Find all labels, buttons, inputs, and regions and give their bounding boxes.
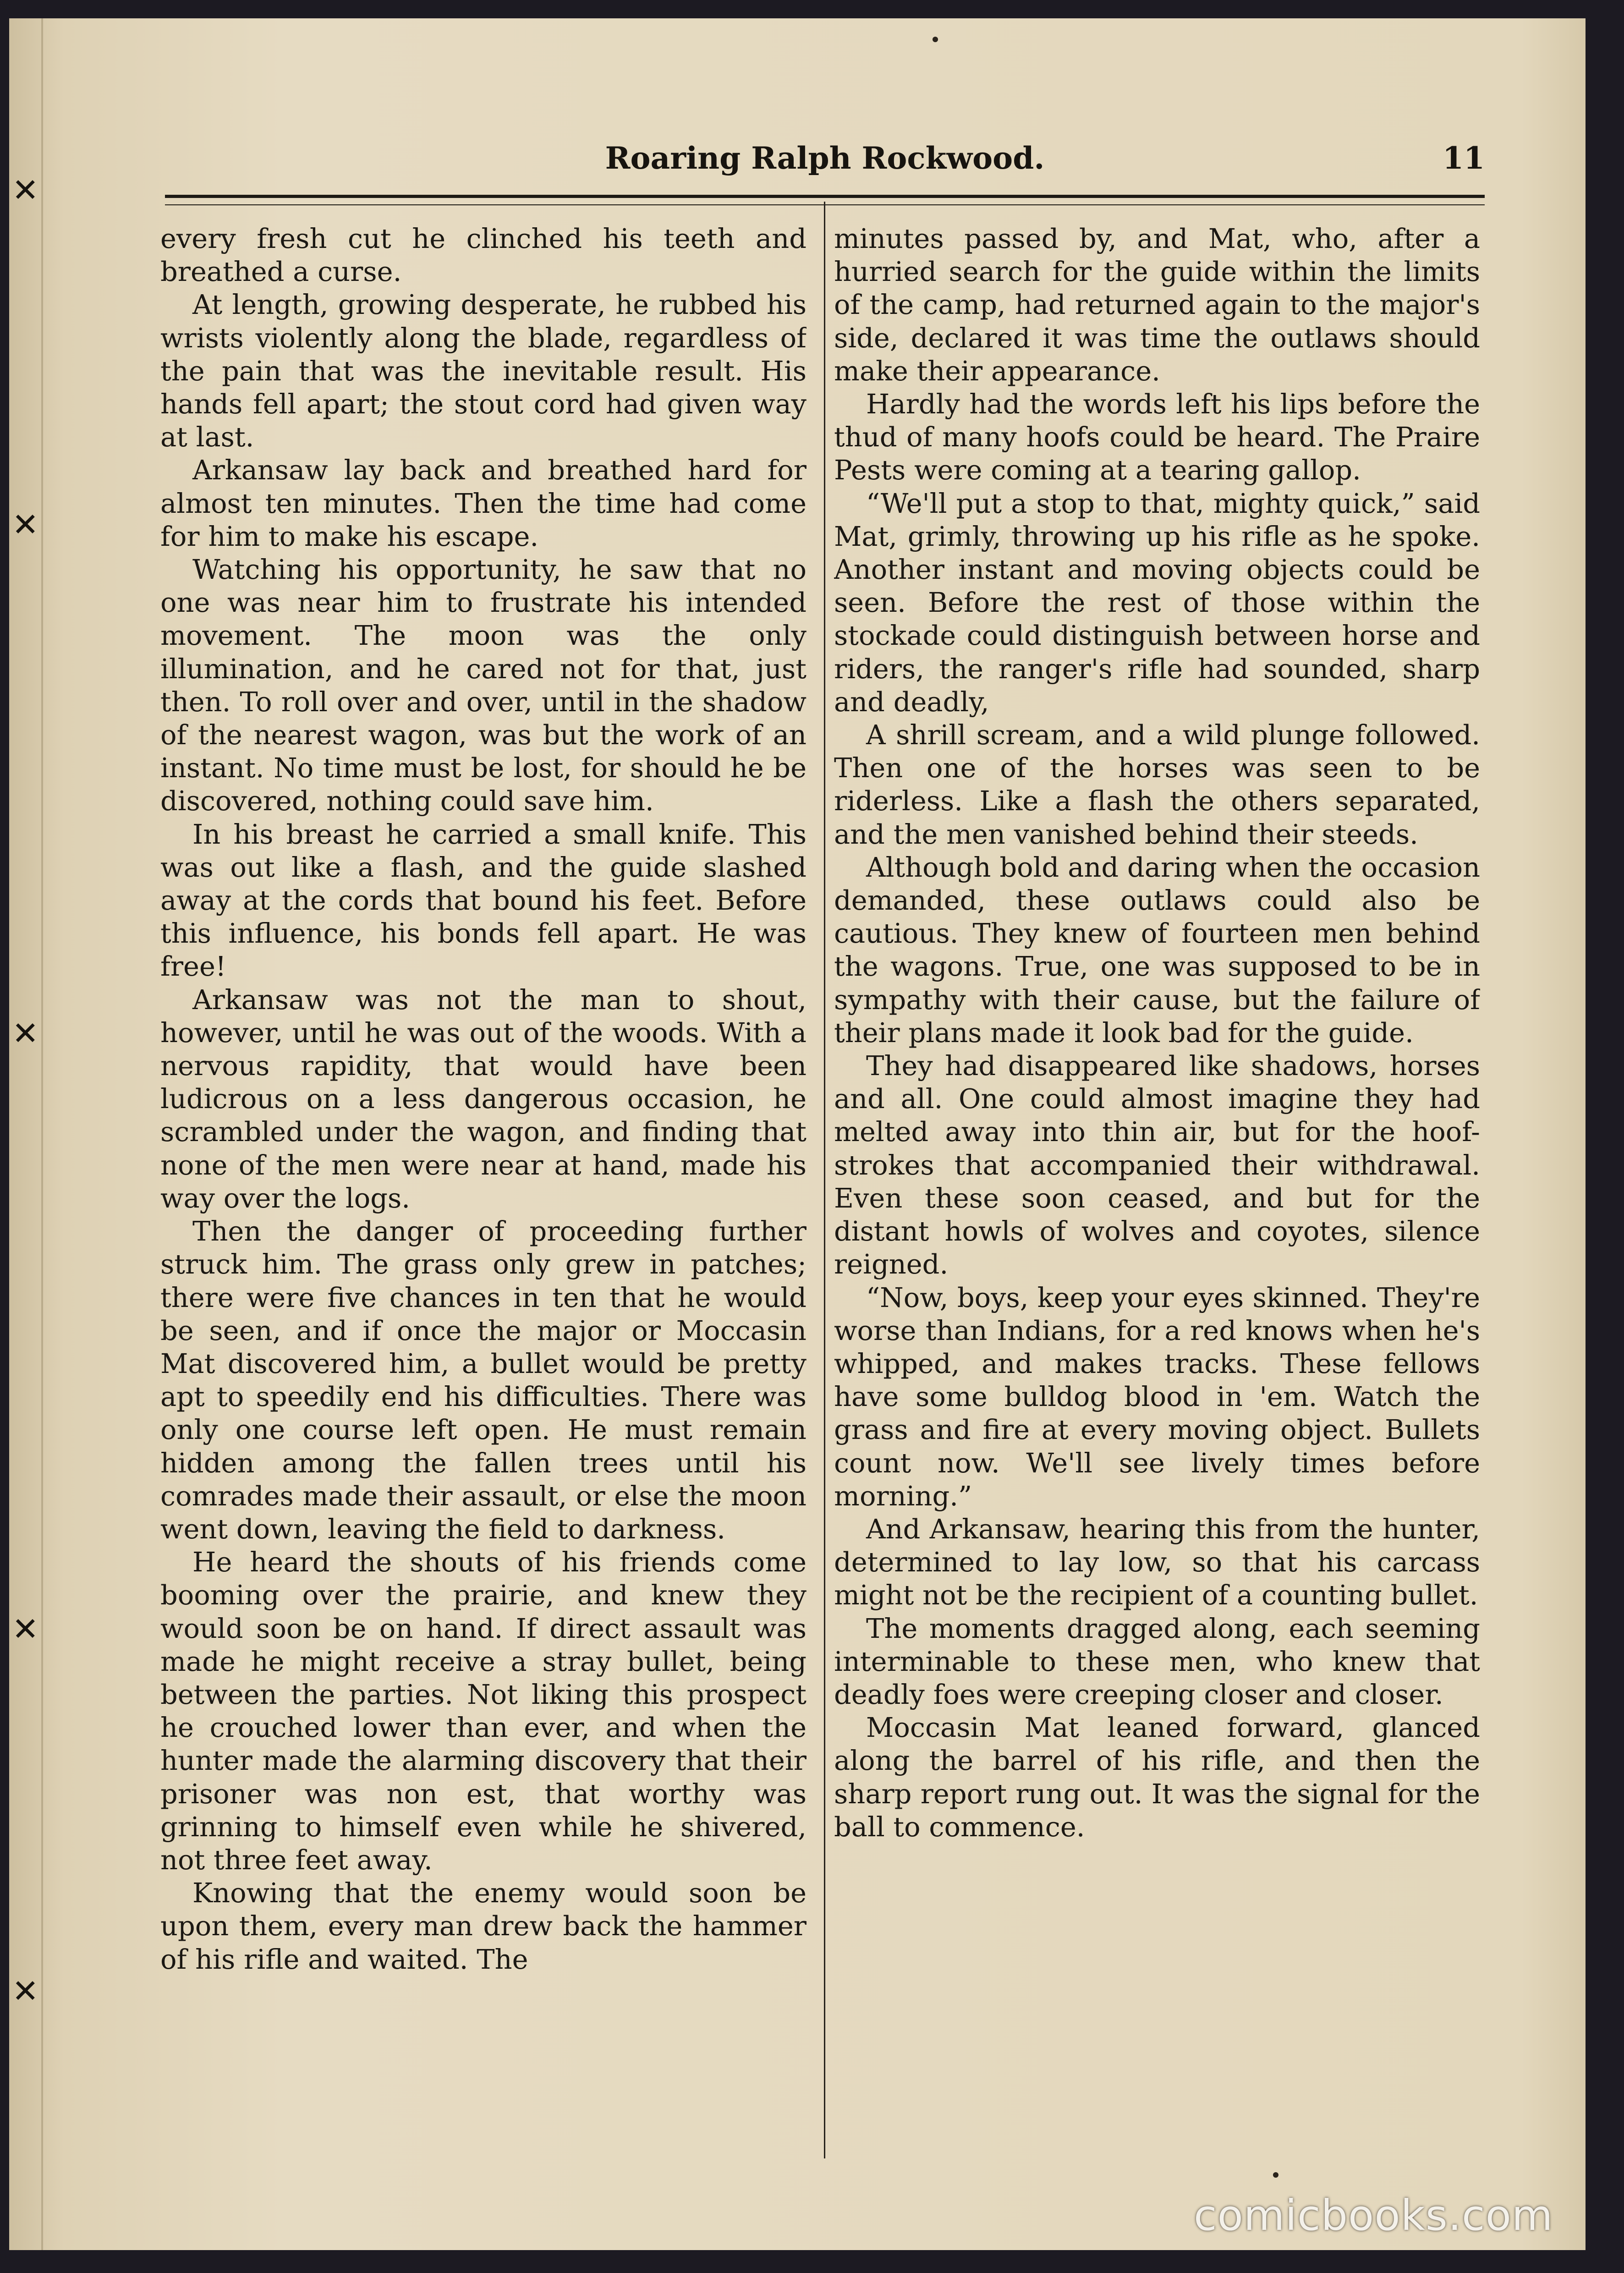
paper-speck [933, 37, 938, 42]
staple-mark: ✕ [12, 1610, 39, 1648]
staple-mark: ✕ [12, 506, 39, 544]
paragraph: every fresh cut he clinched his teeth and breathed a curse. [160, 223, 807, 288]
column-divider [824, 202, 825, 2158]
paragraph: The moments dragged along, each seeming interminable to these men, who knew that deadly foes were creeping closer and closer. [834, 1612, 1480, 1710]
text-column-right [834, 222, 1480, 2156]
paper-speck [1273, 2172, 1278, 2178]
book-page [9, 18, 1586, 2250]
running-header [165, 135, 1485, 190]
paragraph: They had disappeared like shadows, horses and all. One could almost imagine they had melted away into thin air, but for the hoof-strokes that accompanied their withdrawal. Even these soon ceased, and but for the distant howls of wolves and coyotes, silence reigned. [834, 1050, 1480, 1280]
paragraph: Hardly had the words left his lips before the thud of many hoofs could be heard. The Praire Pests were coming at a tearing gallop. [834, 388, 1480, 486]
paragraph: And Arkansaw, hearing this from the hunter, determined to lay low, so that his carcass might not be the recipient of a counting bullet. [834, 1513, 1480, 1611]
paragraph: At length, growing desperate, he rubbed his wrists violently along the blade, regardless of the pain that was the inevitable result. His hands fell apart; the stout cord had given way at last. [160, 289, 807, 453]
paragraph: Then the danger of proceeding further struck him. The grass only grew in patches; there were five chances in ten that he would be seen, and if once the major or Moccasin Mat discovered him, a bullet would be pretty apt to speedily end his difficulties. There was only one course left open. He must remain hidden among the fallen trees until his comrades made their assault, or else the moon went down, leaving the field to darkness. [160, 1215, 807, 1545]
paragraph: In his breast he carried a small knife. This was out like a flash, and the guide slashed away at the cords that bound his feet. Before this influence, his bonds fell apart. He was free! [160, 818, 807, 983]
running-title: Roaring Ralph Rockwood. [605, 140, 1045, 176]
paragraph: He heard the shouts of his friends come booming over the prairie, and knew they would soon be on hand. If direct assault was made he might receive a stray bullet, being between the parties. Not liking this prospect he crouched lower than ever, and when the hunter made the alarming discovery that their prisoner was non est, that worthy was grinning to himself even while he shivered, not three feet away. [160, 1546, 807, 1876]
paragraph: Knowing that the enemy would soon be upon them, every man drew back the hammer of his rifle and waited. The [160, 1877, 807, 1975]
paragraph: Arkansaw was not the man to shout, however, until he was out of the woods. With a nervous rapidity, that would have been ludicrous on a less dangerous occasion, he scrambled under the wagon, and finding that none of the men were near at hand, made his way over the logs. [160, 983, 807, 1214]
paragraph: Although bold and daring when the occasion demanded, these outlaws could also be cautious. They knew of fourteen men behind the wagons. True, one was supposed to be in sympathy with their cause, but the failure of their plans made it look bad for the guide. [834, 851, 1480, 1049]
watermark: comicbooks.com [1194, 2191, 1553, 2240]
text-column-left [160, 222, 807, 2156]
staple-mark: ✕ [12, 1015, 39, 1052]
staple-mark: ✕ [12, 1972, 39, 2010]
paragraph: Moccasin Mat leaned forward, glanced along the barrel of his rifle, and then the sharp report rung out. It was the signal for the ball to commence. [834, 1712, 1480, 1843]
page-number: 11 [1443, 140, 1485, 176]
page-binding [9, 18, 43, 2250]
paragraph: “We'll put a stop to that, mighty quick,” said Mat, grimly, throwing up his rifle as he spoke. Another instant and moving objects could be seen. Before the rest of those within the stockade could distinguish between horse and riders, the ranger's rifle had sounded, sharp and deadly, [834, 487, 1480, 718]
staple-mark: ✕ [12, 171, 39, 209]
paragraph: “Now, boys, keep your eyes skinned. They're worse than Indians, for a red knows when he's whipped, and makes tracks. These fellows have some bulldog blood in 'em. Watch the grass and fire at every moving object. Bullets count now. We'll see lively times before morning.” [834, 1281, 1480, 1512]
paragraph: A shrill scream, and a wild plunge followed. Then one of the horses was seen to be riderless. Like a flash the others separated, and the men vanished behind their steeds. [834, 719, 1480, 850]
paragraph: minutes passed by, and Mat, who, after a hurried search for the guide within the limits of the camp, had returned again to the major's side, declared it was time the outlaws should make their appearance. [834, 223, 1480, 387]
paragraph: Arkansaw lay back and breathed hard for almost ten minutes. Then the time had come for him to make his escape. [160, 454, 807, 552]
paragraph: Watching his opportunity, he saw that no one was near him to frustrate his intended movement. The moon was the only illumination, and he cared not for that, just then. To roll over and over, until in the shadow of the nearest wagon, was but the work of an instant. No time must be lost, for should he be discovered, nothing could save him. [160, 554, 807, 817]
